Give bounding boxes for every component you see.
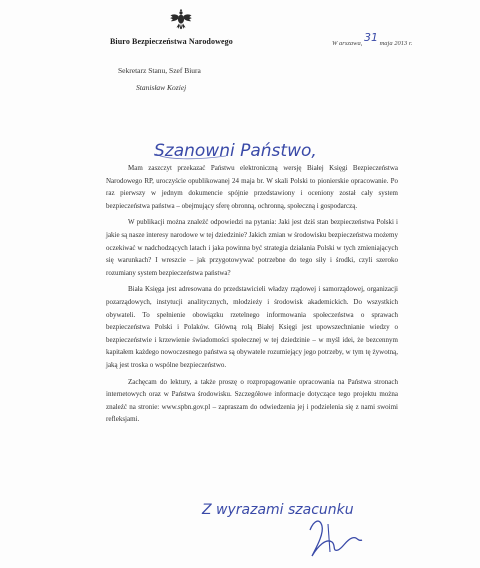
salutation-text: Szanowni Państwo, bbox=[154, 141, 317, 161]
body-paragraph: Mam zaszczyt przekazać Państwu elektroniczną wersję Białej Księgi Bezpieczeństwa Narodowego RP, uroczyście opublikowanej 24 maja br. W skali Polski to pionierskie opracowanie. Po raz pierwszy w jednym dokumencie spójnie przedstawiony i oceniony został cały system bezpieczeństwa państwa – obejmujący sferę obronną, ochronną, społeczną i gospodarczą. bbox=[106, 164, 398, 210]
letter-date bbox=[332, 31, 413, 48]
date-prefix: W arszawa, bbox=[332, 40, 363, 47]
sender-name: Stanisław Koziej bbox=[136, 83, 187, 92]
body-paragraph: Zachęcam do lektury, a także proszę o rozpropagowanie opracowania na Państwa stronach internetowych oraz w Państwa środowisku. Szczegółowe informacje dotyczące tego projektu można znaleźć na stronie: www.spbn.gov.pl – zapraszam do odwiedzenia jej i podzielenia się z nami swoimi refleksjami. bbox=[106, 377, 398, 424]
handwritten-closing-signature bbox=[200, 484, 400, 562]
date-day-handwritten: 31 bbox=[363, 31, 378, 44]
polish-eagle-emblem-icon bbox=[168, 6, 194, 32]
signature-scribble bbox=[310, 521, 362, 556]
date-suffix: maja 2013 r. bbox=[379, 40, 413, 47]
body-paragraph: W publikacji można znaleźć odpowiedzi na pytania: Jaki jest dziś stan bezpieczeństwa Polski i jakie są nasze interesy narodowe w tej dziedzinie? Jakich zmian w środowisku bezpieczeństwa możemy oczekiwać w nadchodzących latach i jaka powinna być strategia działania Polski w tych zmieniających się warunkach? I wreszcie – jak przygotowywać potrzebne do tego siły i środki, czyli szeroko rozumiany system bezpieczeństwa państwa? bbox=[106, 218, 398, 277]
sender-title: Sekretarz Stanu, Szef Biura bbox=[118, 66, 201, 75]
letter-body bbox=[106, 162, 398, 430]
closing-text: Z wyrazami szacunku bbox=[202, 502, 354, 518]
body-paragraph: Biała Księga jest adresowana do przedstawicieli władzy rządowej i samorządowej, organizacji pozarządowych, instytucji analitycznych, młodzieży i środowisk akademickich. Do wszystkich obywateli. To spełnienie obowiązku rzetelnego informowania społeczeństwa o sprawach bezpieczeństwa Polski i Polaków. Główną rolą Białej Księgi jest upowszechnianie wiedzy o bezpieczeństwie i krzewienie świadomości społecznej w tej dziedzinie – w myśl idei, że bezcennym kapitałem każdego nowoczesnego państwa są obywatele rozumiejący jego potrzeby, w tym tę żywotną, jaką jest troska o wspólne bezpieczeństwo. bbox=[106, 285, 398, 369]
organization-name: Biuro Bezpieczeństwa Narodowego bbox=[110, 37, 233, 46]
